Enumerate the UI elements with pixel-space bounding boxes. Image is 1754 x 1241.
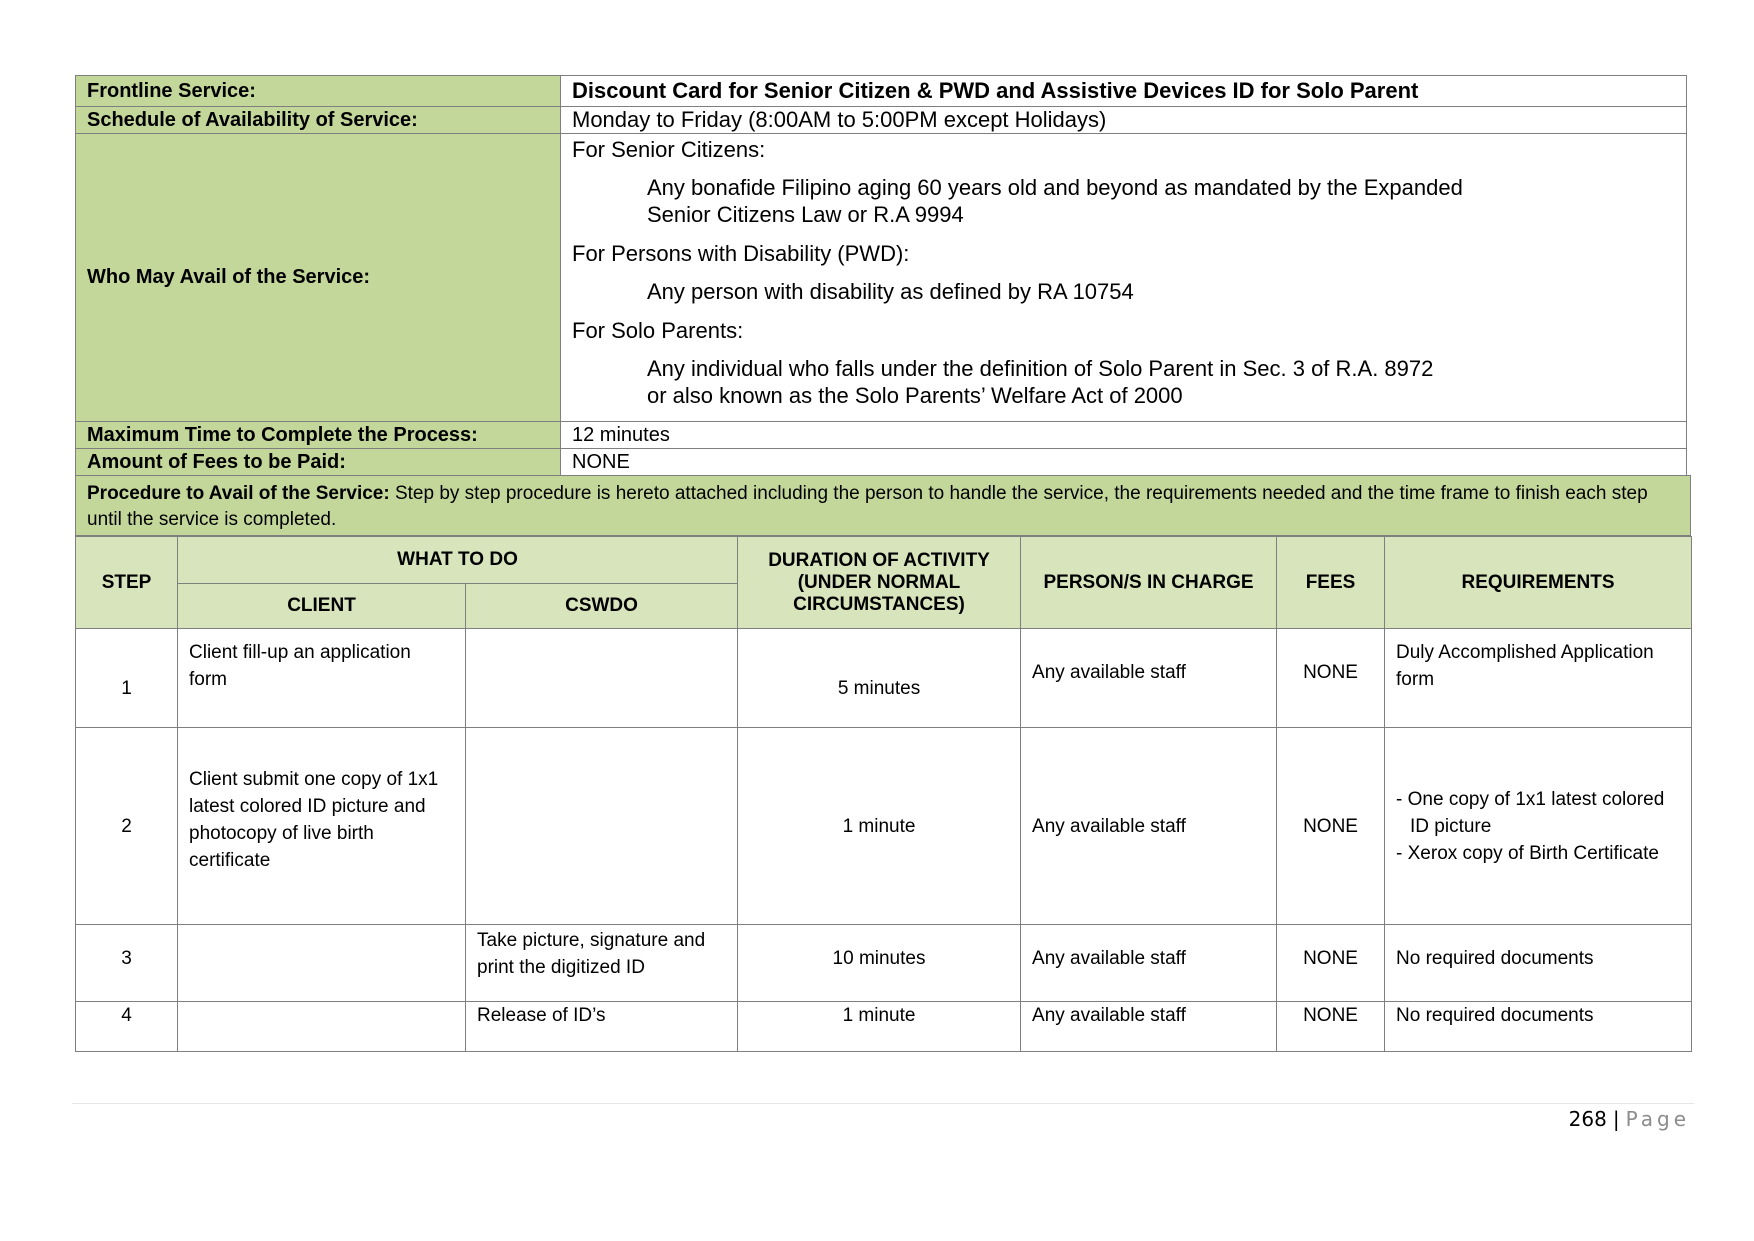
person-in-charge: Any available staff [1021, 925, 1277, 1002]
cswdo-action: Release of ID’s [466, 1002, 738, 1052]
requirement-item: No required documents [1396, 947, 1594, 969]
header-client: CLIENT [178, 584, 466, 629]
procedure-text: Step by step procedure is hereto attached including the person to handle the service, the requirements needed and the time frame to finish each step until the service is completed. [87, 483, 1648, 530]
step-number: 2 [76, 728, 178, 925]
who-line: Senior Citizens Law or R.A 9994 [647, 202, 964, 227]
cswdo-action [466, 728, 738, 925]
table-row [76, 629, 1692, 728]
requirements [1385, 728, 1692, 925]
header-duration [738, 537, 1021, 629]
max-time-value: 12 minutes [561, 422, 1687, 449]
cswdo-action: Take picture, signature and print the digitized ID [466, 925, 738, 1002]
table-row [76, 1002, 1692, 1052]
page-word: Page [1625, 1107, 1690, 1131]
who-may-avail-row [76, 134, 1687, 422]
header-person-in-charge: PERSON/S IN CHARGE [1021, 537, 1277, 629]
who-line: Any person with disability as defined by RA 10754 [647, 279, 1134, 304]
header-fees: FEES [1277, 537, 1385, 629]
procedure-description [75, 475, 1691, 536]
fees-row [76, 449, 1687, 476]
who-body-senior [647, 174, 1675, 228]
who-heading-pwd: For Persons with Disability (PWD): [572, 241, 910, 266]
step-number: 3 [76, 925, 178, 1002]
page-number: 268 [1568, 1107, 1607, 1131]
max-time-row [76, 422, 1687, 449]
cswdo-action [466, 629, 738, 728]
footer-divider [72, 1103, 1694, 1104]
requirement-item: - One copy of 1x1 latest colored ID picture [1396, 788, 1665, 837]
requirements [1385, 629, 1692, 728]
fees: NONE [1277, 925, 1385, 1002]
requirement-item: No required documents [1396, 1005, 1594, 1026]
header-duration-line: DURATION OF ACTIVITY [768, 549, 990, 571]
step-number: 4 [76, 1002, 178, 1052]
fees-value: NONE [561, 449, 1687, 476]
header-duration-line: CIRCUMSTANCES) [793, 593, 965, 615]
fees: NONE [1277, 1002, 1385, 1052]
fees-label: Amount of Fees to be Paid: [76, 449, 561, 476]
procedure-label: Procedure to Avail of the Service: [87, 483, 390, 504]
client-action: Client fill-up an application form [178, 629, 466, 728]
requirements [1385, 1002, 1692, 1052]
duration: 10 minutes [738, 925, 1021, 1002]
page-footer [1569, 1107, 1690, 1131]
requirement-item: - Xerox copy of Birth Certificate [1396, 842, 1659, 864]
who-may-avail-label: Who May Avail of the Service: [76, 134, 561, 422]
table-row [76, 728, 1692, 925]
table-header-row [76, 537, 1692, 584]
header-requirements: REQUIREMENTS [1385, 537, 1692, 629]
frontline-label: Frontline Service: [76, 76, 561, 107]
duration: 1 minute [738, 728, 1021, 925]
fees: NONE [1277, 629, 1385, 728]
requirements-list [1396, 786, 1680, 867]
requirement-item: Duly Accomplished Application form [1396, 642, 1654, 690]
service-info-table [75, 75, 1687, 476]
who-line: or also known as the Solo Parents’ Welfare Act of 2000 [647, 383, 1183, 408]
header-duration-line: (UNDER NORMAL [797, 571, 961, 593]
person-in-charge: Any available staff [1021, 629, 1277, 728]
header-what-to-do: WHAT TO DO [178, 537, 738, 584]
frontline-value: Discount Card for Senior Citizen & PWD and Assistive Devices ID for Solo Parent [561, 76, 1687, 107]
header-cswdo: CSWDO [466, 584, 738, 629]
who-heading-solo-parent: For Solo Parents: [572, 318, 744, 343]
who-line: Any individual who falls under the definition of Solo Parent in Sec. 3 of R.A. 8972 [647, 356, 1434, 381]
header-step: STEP [76, 537, 178, 629]
step-number: 1 [76, 629, 178, 728]
fees: NONE [1277, 728, 1385, 925]
duration: 1 minute [738, 1002, 1021, 1052]
client-action [178, 925, 466, 1002]
requirements [1385, 925, 1692, 1002]
schedule-value: Monday to Friday (8:00AM to 5:00PM except Holidays) [561, 107, 1687, 134]
who-line: Any bonafide Filipino aging 60 years old and beyond as mandated by the Expanded [647, 175, 1463, 200]
who-body-pwd [647, 278, 1675, 305]
frontline-row [76, 76, 1687, 107]
who-may-avail-value [561, 134, 1687, 422]
who-body-solo-parent [647, 355, 1675, 409]
schedule-label: Schedule of Availability of Service: [76, 107, 561, 134]
person-in-charge: Any available staff [1021, 1002, 1277, 1052]
who-heading-senior: For Senior Citizens: [572, 137, 766, 162]
table-row [76, 925, 1692, 1002]
duration: 5 minutes [738, 629, 1021, 728]
procedure-steps-table [75, 536, 1692, 1052]
client-action [178, 1002, 466, 1052]
schedule-row [76, 107, 1687, 134]
client-action: Client submit one copy of 1x1 latest colored ID picture and photocopy of live birth certificate [178, 728, 466, 925]
page-separator: | [1612, 1107, 1620, 1131]
max-time-label: Maximum Time to Complete the Process: [76, 422, 561, 449]
person-in-charge: Any available staff [1021, 728, 1277, 925]
